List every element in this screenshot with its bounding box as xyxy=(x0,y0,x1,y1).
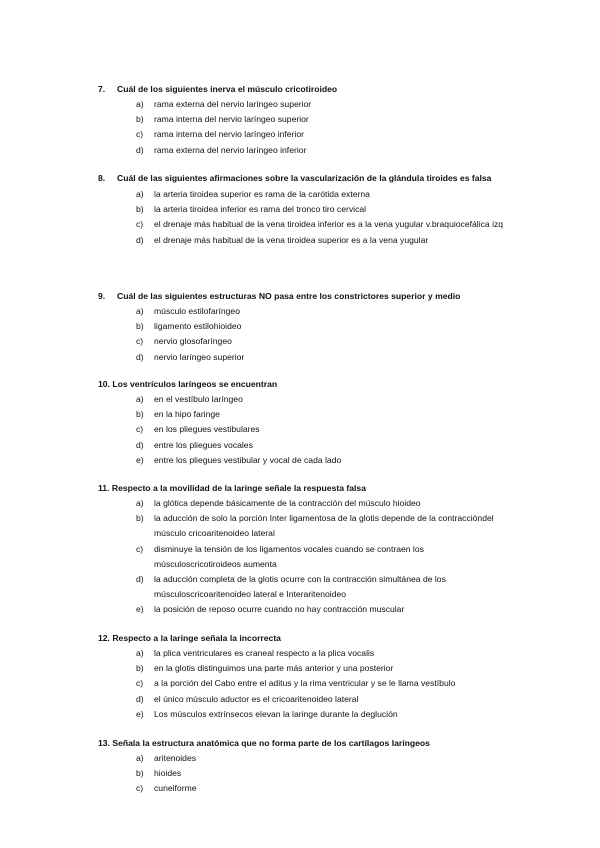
option-label: a) xyxy=(136,753,144,763)
question-12 xyxy=(0,631,600,722)
option xyxy=(0,143,600,158)
option-label: d) xyxy=(136,351,144,362)
question-title xyxy=(0,377,600,392)
question-number: 9. xyxy=(98,291,106,301)
option xyxy=(0,707,600,722)
option-text: la glótica depende básicamente de la contracción del músculo hioideo xyxy=(154,498,421,508)
option-label: d) xyxy=(136,144,144,155)
question-number: 11. xyxy=(98,483,110,493)
option-text: entre los pliegues vocales xyxy=(154,439,253,450)
option-label: c) xyxy=(136,678,144,689)
option xyxy=(0,217,600,232)
option-label: c) xyxy=(136,783,144,794)
option-text: ligamento estilohioideo xyxy=(154,321,242,332)
option-label: b) xyxy=(136,114,144,125)
option-label: d) xyxy=(136,693,144,704)
question-9 xyxy=(0,289,600,365)
option xyxy=(0,97,600,112)
option xyxy=(0,496,600,511)
question-number: 7. xyxy=(98,84,106,94)
question-title xyxy=(0,631,600,646)
option xyxy=(0,676,600,691)
option-label: b) xyxy=(136,204,144,215)
option xyxy=(0,187,600,202)
option-label: b) xyxy=(136,768,144,779)
option xyxy=(0,350,600,365)
option-label: c) xyxy=(136,543,144,554)
question-8 xyxy=(0,171,600,248)
option xyxy=(0,766,600,781)
option xyxy=(0,751,600,766)
question-10 xyxy=(0,377,600,468)
option-label: a) xyxy=(136,498,144,508)
option-label: c) xyxy=(136,219,144,230)
option xyxy=(0,692,600,707)
question-text: Respecto a la laringe señala la incorrecta xyxy=(112,633,281,643)
question-13 xyxy=(0,736,600,797)
option-text: en los pliegues vestibulares xyxy=(154,424,260,435)
option-text: Los músculos extrínsecos elevan la laringe durante la deglución xyxy=(154,708,398,719)
option xyxy=(0,392,600,407)
option xyxy=(0,781,600,796)
option xyxy=(0,661,600,676)
question-11 xyxy=(0,481,600,618)
question-title xyxy=(0,289,600,304)
question-title xyxy=(0,481,600,496)
option-label: e) xyxy=(136,604,144,615)
question-text: Señala la estructura anatómica que no forma parte de los cartílagos laríngeos xyxy=(112,738,430,748)
option-label: c) xyxy=(136,424,144,435)
option xyxy=(0,438,600,453)
option-text: rama interna del nervio laríngeo superior xyxy=(154,114,309,125)
option xyxy=(0,511,600,541)
option xyxy=(0,334,600,349)
option-text: en la glotis distinguimos una parte más anterior y una posterior xyxy=(154,663,394,674)
option xyxy=(0,602,600,617)
option-label: b) xyxy=(136,663,144,674)
option-label: e) xyxy=(136,708,144,719)
option xyxy=(0,422,600,437)
option-text: el drenaje más habitual de la vena tiroidea superior es a la vena yugular xyxy=(154,234,429,245)
option-label: b) xyxy=(136,321,144,332)
option-text: disminuye la tensión de los ligamentos vocales cuando se contraen los músculoscricotiroideos aumenta xyxy=(154,543,424,569)
option-label: c) xyxy=(136,336,144,347)
option-label: c) xyxy=(136,129,144,140)
option-text: la posición de reposo ocurre cuando no hay contracción muscular xyxy=(154,604,405,615)
option-text: la plica ventriculares es craneal respecto a la plica vocalis xyxy=(154,648,375,658)
option-text: nervio glosofaríngeo xyxy=(154,336,232,347)
question-title xyxy=(0,736,600,751)
option-text: el único músculo aductor es el cricoaritenoideo lateral xyxy=(154,693,359,704)
question-text: Los ventrículos laríngeos se encuentran xyxy=(112,379,278,389)
option-text: rama interna del nervio laríngeo inferior xyxy=(154,129,304,140)
option-text: rama externa del nervio laríngeo inferior xyxy=(154,144,307,155)
question-7 xyxy=(0,82,600,158)
option-label: d) xyxy=(136,574,144,585)
question-title xyxy=(0,82,600,97)
option-label: a) xyxy=(136,189,144,199)
option-text: cuneiforme xyxy=(154,783,197,794)
option xyxy=(0,646,600,661)
option-text: la arteria tiroidea inferior es rama del tronco tiro cervical xyxy=(154,204,367,215)
option xyxy=(0,319,600,334)
option-label: a) xyxy=(136,99,144,109)
option-label: a) xyxy=(136,306,144,316)
option-label: a) xyxy=(136,394,144,404)
option xyxy=(0,542,600,572)
option-text: entre los pliegues vestibular y vocal de cada lado xyxy=(154,454,342,465)
option xyxy=(0,127,600,142)
question-number: 10. xyxy=(98,379,110,389)
question-number: 13. xyxy=(98,738,110,748)
option-text: el drenaje más habitual de la vena tiroidea inferior es a la vena yugular v.braquiocefálica izq xyxy=(154,219,504,230)
option-text: nervio laríngeo superior xyxy=(154,351,245,362)
option-text: hioides xyxy=(154,768,182,779)
option-text: aritenoides xyxy=(154,753,197,763)
question-title xyxy=(0,171,600,186)
option-text: la aducción de solo la porción Inter ligamentosa de la glotis depende de la contraccióndel músculo cricoaritenoideo lateral xyxy=(154,513,494,539)
option xyxy=(0,304,600,319)
option-text: rama externa del nervio laríngeo superior xyxy=(154,99,312,109)
question-number: 8. xyxy=(98,173,106,183)
question-text: Cuál de las siguientes estructuras NO pasa entre los constrictores superior y medio xyxy=(117,291,461,301)
option-text: en la hipo faringe xyxy=(154,409,220,420)
question-text: Respecto a la movilidad de la laringe señale la respuesta falsa xyxy=(111,483,366,493)
option-text: en el vestíbulo laríngeo xyxy=(154,394,243,404)
option-text: la arteria tiroidea superior es rama de la carótida externa xyxy=(154,189,370,199)
option xyxy=(0,572,600,602)
option-label: b) xyxy=(136,513,144,524)
option xyxy=(0,407,600,422)
question-text: Cuál de las siguientes afirmaciones sobre la vascularización de la glándula tiroides es falsa xyxy=(117,173,492,183)
option-text: la aducción completa de la glotis ocurre con la contracción simultánea de los músculoscricoaritenoideo lateral e Interaritenoideo xyxy=(154,574,446,600)
option-label: d) xyxy=(136,234,144,245)
question-number: 12. xyxy=(98,633,110,643)
option xyxy=(0,112,600,127)
option-label: b) xyxy=(136,409,144,420)
option-label: d) xyxy=(136,439,144,450)
option xyxy=(0,233,600,248)
option-text: a la porción del Cabo entre el aditus y la rima ventricular y se le llama vestíbulo xyxy=(154,678,456,689)
option-label: a) xyxy=(136,648,144,658)
option xyxy=(0,453,600,468)
option-text: músculo estilofaríngeo xyxy=(154,306,240,316)
option-label: e) xyxy=(136,454,144,465)
question-text: Cuál de los siguientes inerva el músculo cricotiroideo xyxy=(117,84,338,94)
option xyxy=(0,202,600,217)
